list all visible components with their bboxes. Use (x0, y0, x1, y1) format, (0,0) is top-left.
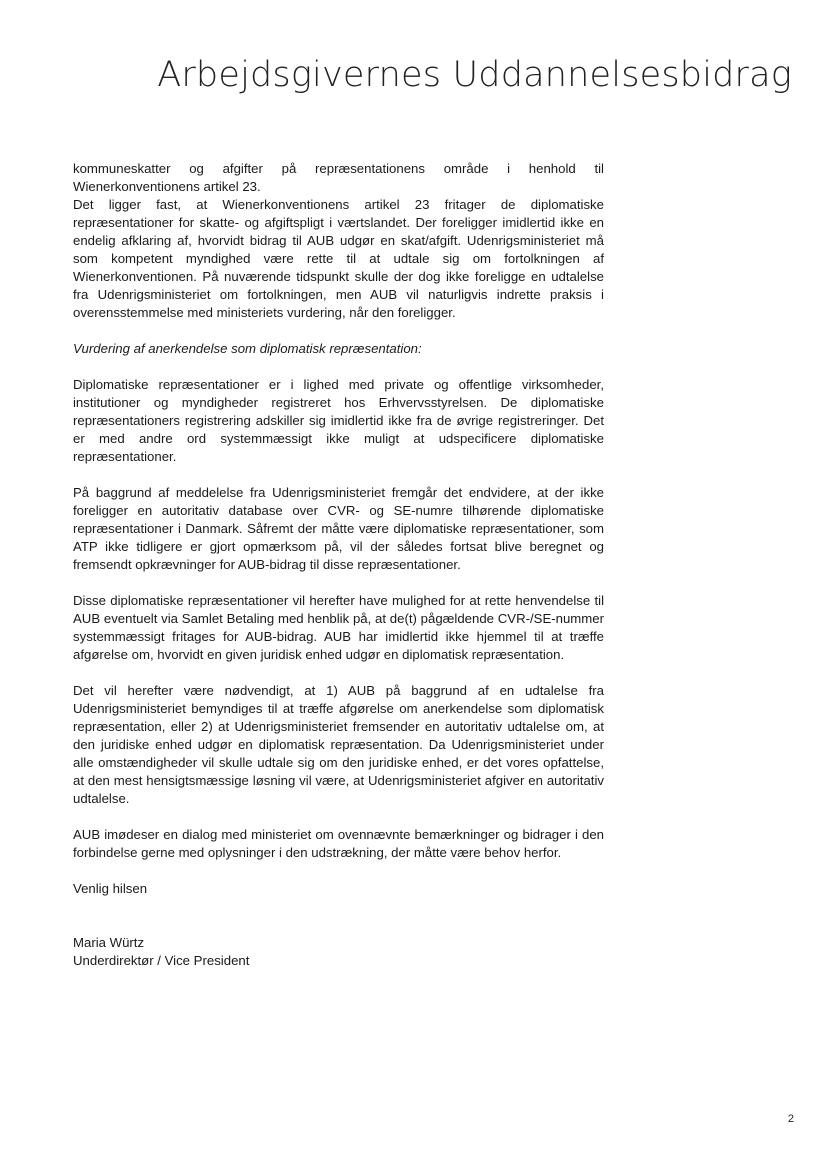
paragraph-udtalelse: Det vil herefter være nødvendigt, at 1) AUB på baggrund af en udtalelse fra Udenrigsministeriet bemyndiges til at træffe afgørelse om anerkendelse som diplomatisk repræsentation, eller 2) at Udenrigsministeriet fremsender en autoritativ udtalelse om, at den juridiske enhed udgør en diplomatisk repræsentation. Da Udenrigsministeriet under alle omstændigheder vil skulle udtale sig om den juridiske enhed, er det vores opfattelse, at den mest hensigtsmæssige løsning vil være, at Udenrigsministeriet afgiver en autoritativ udtalelse. (73, 683, 604, 806)
organization-name: Arbejdsgivernes Uddannelsesbidrag (157, 55, 792, 95)
paragraph-dialog: AUB imødeser en dialog med ministeriet om ovennævnte bemærkninger og bidrager i den forbindelse gerne med oplysninger i den udstrækning, der måtte være behov herfor. (73, 827, 604, 860)
paragraph-database: På baggrund af meddelelse fra Udenrigsministeriet fremgår det endvidere, at der ikke foreligger en autoritativ database over CVR- og SE-numre tilhørende diplomatiske repræsentationer i Danmark. Såfremt der måtte være diplomatiske repræsentationer, som ATP ikke tidligere er gjort opmærksom på, vil der således fortsat blive beregnet og fremsendt opkrævninger for AUB-bidrag til disse repræsentationer. (73, 485, 604, 572)
paragraph-henvendelse: Disse diplomatiske repræsentationer vil herefter have mulighed for at rette henvendelse til AUB eventuelt via Samlet Betaling med henblik på, at de(t) pågældende CVR-/SE-nummer systemmæssigt fritages for AUB-bidrag. AUB har imidlertid ikke hjemmel til at træffe afgørelse om, hvorvidt en given juridisk enhed udgør en diplomatisk repræsentation. (73, 593, 604, 662)
signature-block (73, 934, 604, 970)
closing: Venlig hilsen (73, 881, 148, 896)
signatory-name: Maria Würtz (73, 935, 145, 950)
letter-body (73, 160, 604, 970)
section-heading: Vurdering af anerkendelse som diplomatisk repræsentation: (73, 341, 422, 356)
paragraph-wienerkonvention: Det ligger fast, at Wienerkonventionens artikel 23 fritager de diplomatiske repræsentationer for skatte- og afgiftspligt i værtslandet. Der foreligger imidlertid ikke en endelig afklaring af, hvorvidt bidrag til AUB udgør en skat/afgift. Udenrigsministeriet må som kompetent myndighed være rette til at udtale sig om fortolkningen af Wienerkonventionen. På nuværende tidspunkt skulle der dog ikke foreligge en udtalelse fra Udenrigsministeriet om fortolkningen, men AUB vil naturligvis indrette praksis i overensstemmelse med ministeriets vurdering, når den foreligger. (73, 197, 604, 320)
signatory-title: Underdirektør / Vice President (73, 953, 250, 968)
paragraph-registrering: Diplomatiske repræsentationer er i lighed med private og offentlige virksomheder, institutioner og myndigheder registreret hos Erhvervsstyrelsen. De diplomatiske repræsentationers registrering adskiller sig imidlertid ikke fra de øvrige registreringer. Det er med andre ord systemmæssigt ikke muligt at udspecificere diplomatiske repræsentationer. (73, 377, 604, 464)
page-number: 2 (787, 1113, 794, 1125)
paragraph-continuation: kommuneskatter og afgifter på repræsentationens område i henhold til Wienerkonventionens artikel 23. (73, 161, 604, 194)
